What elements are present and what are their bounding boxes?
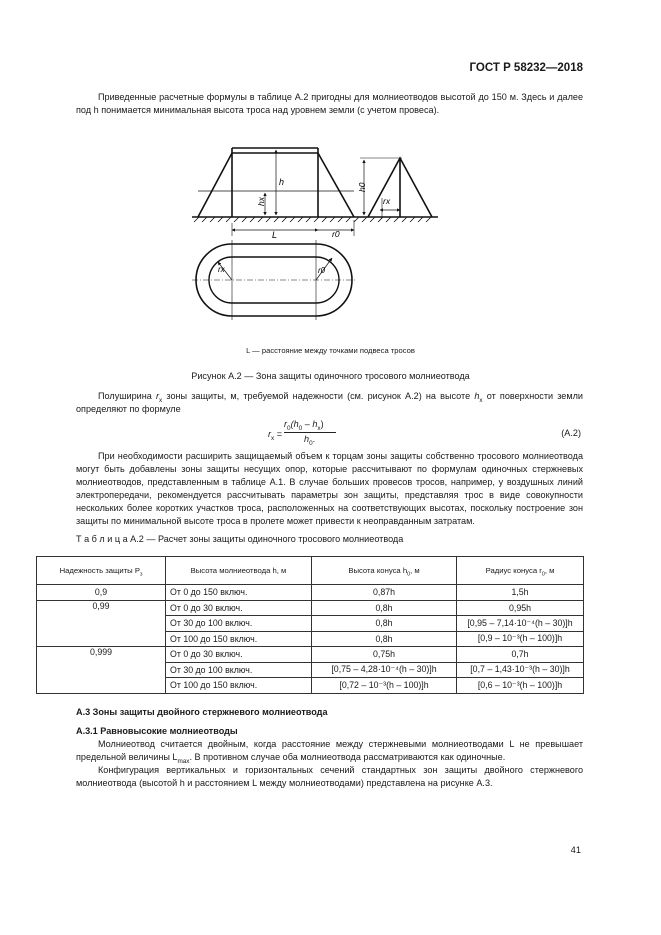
cell-h0: 0,75h [312,647,457,663]
figure-legend: L — расстояние между точками подвеса тросов [246,346,415,355]
table-row [37,585,584,601]
intro-paragraph: Приведенные расчетные формулы в таблице А.2 пригодны для молниеотводов высотой до 150 м. Здесь и далее под h понимается минимальная высота троса над уровнем земли (с учетом провеса). [76,92,583,116]
cell-reliability: 0,999 [37,647,166,694]
den-h: h [304,434,310,444]
cell-height: От 0 до 30 включ. [166,647,312,663]
halfwidth-paragraph [76,390,583,416]
cell-height: От 100 до 150 включ. [166,678,312,694]
cell-r0: [0,95 – 7,14·10⁻⁴(h – 30)]h [457,616,584,632]
document-code: ГОСТ Р 58232—2018 [469,62,583,74]
cell-r0: [0,7 – 1,43·10⁻³(h – 30)]h [457,662,584,678]
num-open: (h [290,419,299,429]
formula-denominator [304,434,316,447]
formula-eq: = [274,429,283,439]
figure-caption: Рисунок А.2 — Зона защиты одиночного тросового молниеотвода [191,371,470,381]
cell-r0: [0,9 – 10⁻³(h – 100)]h [457,631,584,647]
halfwidth-text-2: зоны защиты, м, требуемой надежности (см. рисунок А.2) на высоте [162,391,475,401]
label-hx: hx [256,197,266,206]
formula-lhs-var: r [268,429,272,439]
table-header-row [37,557,584,585]
table-row [37,600,584,616]
cell-r0: 0,7h [457,647,584,663]
cell-reliability: 0,99 [37,600,166,647]
figure-cable-protection-zone [180,138,450,353]
label-h0: h0 [357,182,367,192]
den-dot: . [312,434,316,444]
formula-lhs-sub: x [271,434,275,442]
cell-h0: 0,8h [312,616,457,632]
label-rx: rx [383,196,391,206]
cell-r0: 1,5h [457,585,584,601]
halfwidth-text-1: Полуширина [98,391,157,401]
th-cone-radius: Радиус конуса $r_0$, м [457,557,584,585]
cell-h0: 0,87h [312,585,457,601]
front-view [198,148,354,236]
num-close: ) [320,419,324,429]
cell-height: От 0 до 150 включ. [166,585,312,601]
double-paragraph [76,738,583,764]
formula-numerator [284,419,324,432]
formula-number: (А.2) [561,428,581,438]
table-caption: Т а б л и ц а А.2 — Расчет зоны защиты одиночного тросового молниеотвода [76,534,404,544]
section-a31-title: А.3.1 Равновысокие молниеотводы [76,726,238,736]
ground-line [192,217,438,222]
cell-height: От 30 до 100 включ. [166,662,312,678]
var-h-sub: x [479,396,483,404]
page-number: 41 [570,845,581,855]
plan-view [192,240,356,320]
var-r: r [156,391,160,401]
cell-r0: [0,6 – 10⁻³(h – 100)]h [457,678,584,694]
cell-height: От 100 до 150 включ. [166,631,312,647]
num-h0-sub: 0 [298,424,303,432]
cell-height: От 30 до 100 включ. [166,616,312,632]
var-h: h [474,391,480,401]
label-r0-plan: r0 [318,266,326,275]
side-view [360,158,432,218]
cell-h0: [0,72 – 10⁻³(h – 100)]h [312,678,457,694]
lmax-sub: max [177,757,190,765]
double-text-2: . В противном случае оба молниеотвода рассматриваются как одиночные. [189,752,506,763]
table-a2 [36,556,584,694]
num-hx-sub: x [317,424,321,432]
th-reliability: Надежность защиты $Р_з$ [37,557,166,585]
cell-h0: [0,75 – 4,28·10⁻⁴(h – 30)]h [312,662,457,678]
halfwidth-text-3: от поверхности земли определяют по формуле [76,391,583,415]
th-cone-height: Высота конуса $h_0$, м [312,557,457,585]
cell-reliability: 0,9 [37,585,166,601]
cell-r0: 0,95h [457,600,584,616]
label-h: h [279,177,285,187]
cell-height: От 0 до 30 включ. [166,600,312,616]
label-L: L [272,230,278,240]
double-text-1: Молниеотвод считается двойным, когда расстояние между стержневыми молниеотводами L не превышает предельной величины L [76,739,583,763]
label-r0: r0 [332,229,340,239]
var-r-sub: x [159,396,163,404]
table-row [37,647,584,663]
th-height: Высота молниеотвода h, м [166,557,312,585]
num-r-sub: 0 [287,424,291,432]
den-sub: 0 [309,439,313,447]
num-r: r [284,419,288,429]
cell-h0: 0,8h [312,600,457,616]
extension-paragraph: При необходимости расширить защищаемый объем к торцам зоны защиты собственно тросового молниеотвода могут быть добавлены зоны защиты несущих опор, которые рассчитывают по формулам одиночных стержневых молниеотводов, представленным в таблице А.1. В случае больших провесов тросов, например, у воздушных линий электропередачи, рекомендуется рассчитывать параметры зон защиты, представляя трос в виде совокупности нескольких более коротких участков троса, расположенных на соответствующих высотах, поскольку построение зон защиты по минимальной высоте троса в пролете может привести к неоправданным затратам. [76,451,583,527]
formula-lhs [268,429,283,442]
section-a3-title: А.3 Зоны защиты двойного стержневого молниеотвода [76,707,328,717]
num-minus: – h [302,419,318,429]
cell-h0: 0,8h [312,631,457,647]
fraction-bar [284,432,336,433]
label-rx-plan: rx [218,265,225,274]
config-paragraph: Конфигурация вертикальных и горизонтальных сечений стандартных зон защиты двойного стержневого молниеотвода (высотой h и расстоянием L между молниеотводами) представлена на рисунке А.3. [76,765,583,789]
